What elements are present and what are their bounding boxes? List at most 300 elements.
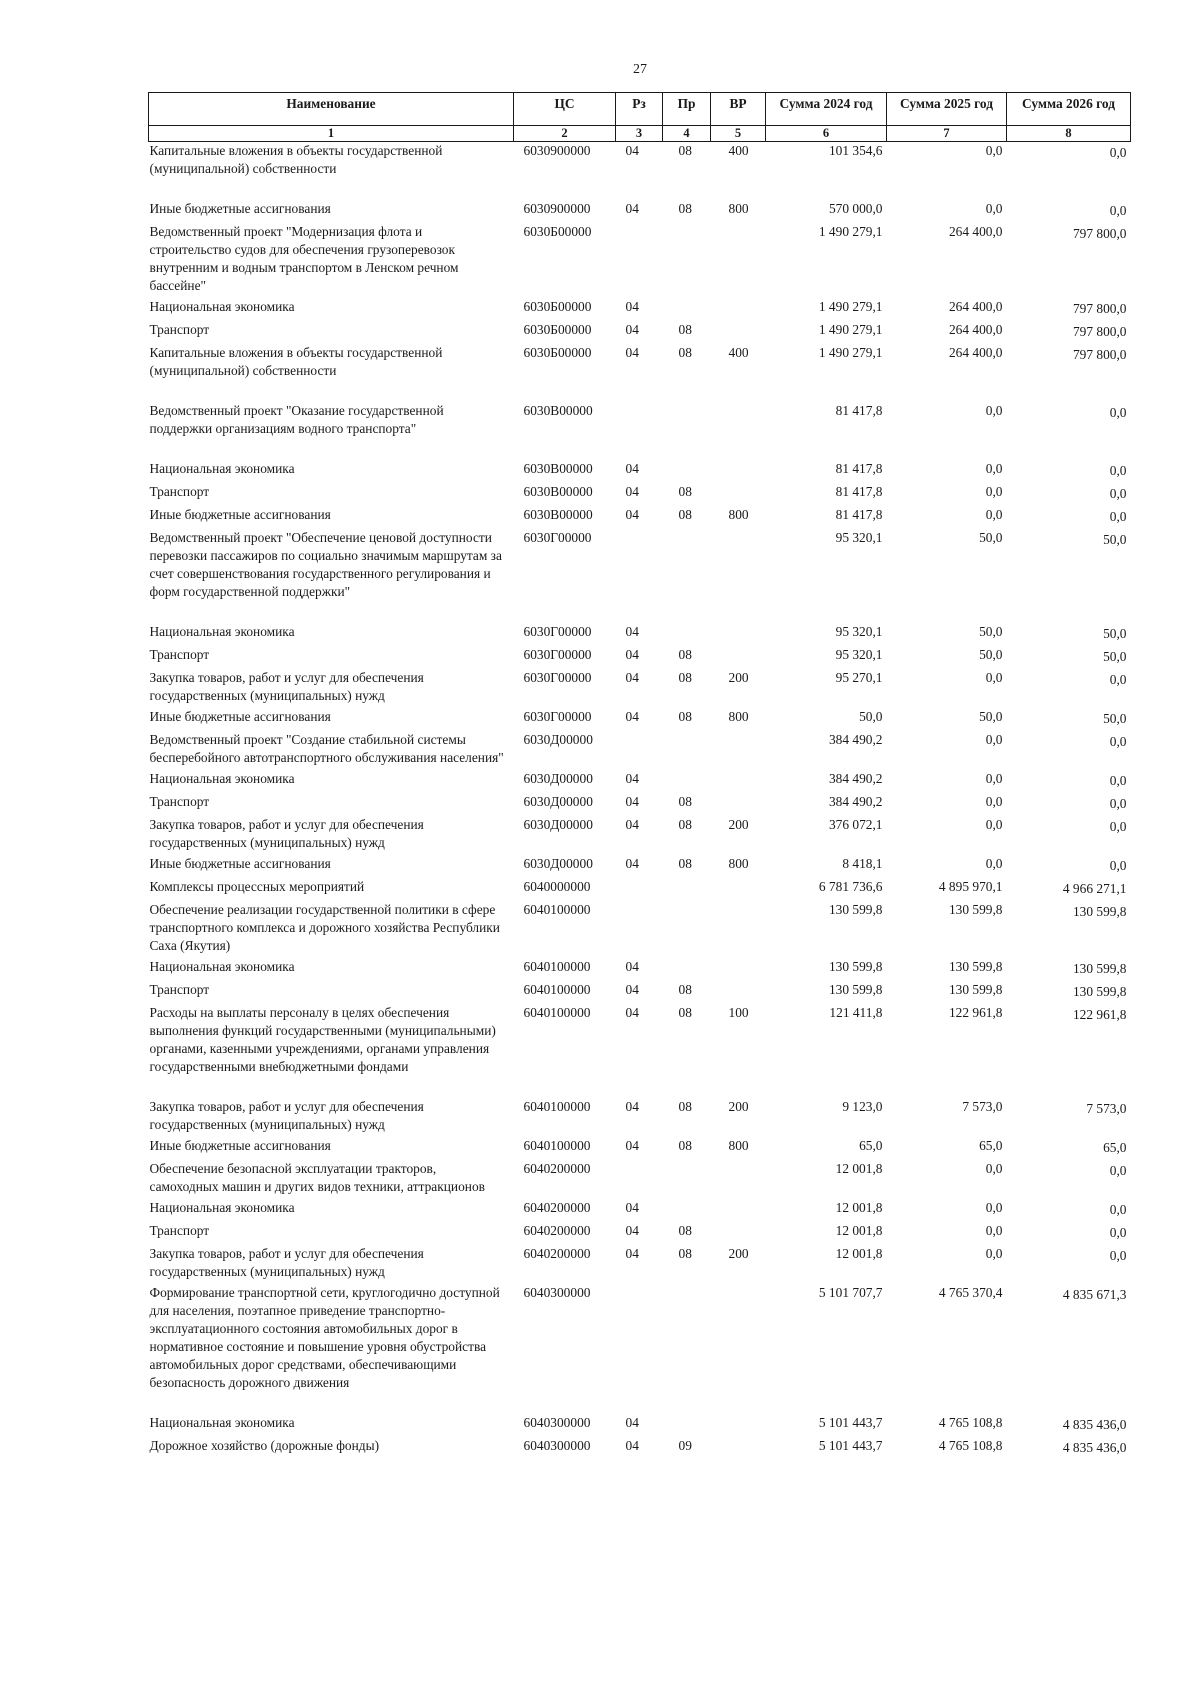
row-sum-2024: 101 354,6 (828, 143, 883, 158)
row-sum-2024: 5 101 443,7 (818, 1438, 883, 1453)
row-vr-code: 800 (728, 709, 749, 724)
row-cs-code: 6040100000 (523, 902, 591, 917)
table-body (149, 142, 1131, 1461)
row-rz-code: 04 (625, 1138, 639, 1153)
row-vr-code: 800 (728, 507, 749, 522)
row-rz-code: 04 (625, 322, 639, 337)
column-number: 6 (766, 126, 887, 142)
row-rz-code (616, 1160, 663, 1199)
row-vr-code: 800 (728, 1138, 749, 1153)
row-sum-2025: 50,0 (979, 530, 1003, 545)
row-name: Национальная экономика (149, 299, 295, 314)
row-cs-code: 6030В00000 (523, 461, 593, 476)
row-name: Ведомственный проект "Создание стабильной системы бесперебойного автотранспортного обслуживания населения" (149, 732, 504, 765)
table-row (149, 958, 1131, 981)
row-cs-code: 6030Б00000 (523, 322, 592, 337)
row-rz-code (616, 901, 663, 958)
row-pr-code (663, 402, 711, 460)
row-cs-code: 6040100000 (523, 1005, 591, 1020)
row-rz-code: 04 (625, 624, 639, 639)
row-pr-code (663, 223, 711, 298)
row-sum-2024: 12 001,8 (835, 1200, 883, 1215)
row-cs-code: 6030Б00000 (523, 224, 592, 239)
row-pr-code: 08 (678, 484, 692, 499)
table-row (149, 669, 1131, 708)
table-row (149, 506, 1131, 529)
column-number: 5 (711, 126, 766, 142)
header-sum-2024: Сумма 2024 год (766, 93, 887, 126)
row-name: Транспорт (149, 484, 210, 499)
table-row (149, 1160, 1131, 1199)
table-row (149, 770, 1131, 793)
row-rz-code: 04 (625, 345, 639, 360)
row-rz-code: 04 (625, 299, 639, 314)
row-name: Закупка товаров, работ и услуг для обеспечения государственных (муниципальных) нужд (149, 1246, 424, 1279)
row-rz-code: 04 (625, 670, 639, 685)
row-cs-code: 6030Г00000 (523, 530, 592, 545)
row-vr-code (711, 958, 766, 981)
row-sum-2024: 8 418,1 (842, 856, 883, 871)
row-sum-2026: 0,0 (1109, 1163, 1127, 1178)
row-pr-code (663, 298, 711, 321)
row-sum-2026: 0,0 (1109, 672, 1127, 687)
row-rz-code (616, 223, 663, 298)
table-row (149, 200, 1131, 223)
row-sum-2026: 4 835 436,0 (1062, 1440, 1127, 1455)
row-sum-2025: 0,0 (985, 670, 1003, 685)
row-vr-code (711, 901, 766, 958)
table-row (149, 793, 1131, 816)
row-sum-2024: 50,0 (859, 709, 883, 724)
table-row (149, 321, 1131, 344)
row-vr-code (711, 298, 766, 321)
row-sum-2024: 121 411,8 (829, 1005, 883, 1020)
row-pr-code: 08 (678, 322, 692, 337)
row-pr-code (663, 460, 711, 483)
row-sum-2026: 0,0 (1109, 1202, 1127, 1217)
row-sum-2024: 384 490,2 (828, 732, 883, 747)
table-header (149, 93, 1131, 142)
table-row (149, 1437, 1131, 1460)
table-row (149, 529, 1131, 623)
row-pr-code (663, 770, 711, 793)
row-rz-code (616, 731, 663, 770)
row-name: Иные бюджетные ассигнования (149, 1138, 331, 1153)
row-name: Капитальные вложения в объекты государственной (муниципальной) собственности (149, 143, 443, 176)
row-pr-code: 08 (678, 1138, 692, 1153)
row-sum-2024: 1 490 279,1 (818, 224, 883, 239)
row-pr-code (663, 958, 711, 981)
column-number: 2 (514, 126, 616, 142)
row-sum-2026: 0,0 (1109, 819, 1127, 834)
row-rz-code: 04 (625, 461, 639, 476)
row-cs-code: 6040100000 (523, 982, 591, 997)
header-name: Наименование (149, 93, 514, 126)
row-sum-2025: 65,0 (979, 1138, 1003, 1153)
header-pr: Пр (663, 93, 711, 126)
row-cs-code: 6040100000 (523, 959, 591, 974)
row-rz-code (616, 878, 663, 901)
table-row (149, 142, 1131, 201)
table-row (149, 901, 1131, 958)
row-pr-code: 08 (678, 670, 692, 685)
row-sum-2024: 5 101 707,7 (818, 1285, 883, 1300)
row-sum-2025: 264 400,0 (948, 299, 1003, 314)
row-sum-2026: 797 800,0 (1072, 324, 1127, 339)
row-pr-code (663, 529, 711, 623)
row-rz-code: 04 (625, 1223, 639, 1238)
row-rz-code (616, 402, 663, 460)
row-cs-code: 6040300000 (523, 1285, 591, 1300)
row-vr-code: 400 (728, 345, 749, 360)
row-sum-2025: 0,0 (985, 484, 1003, 499)
row-sum-2024: 95 270,1 (835, 670, 883, 685)
row-name: Иные бюджетные ассигнования (149, 201, 331, 216)
row-sum-2025: 130 599,8 (948, 959, 1003, 974)
row-cs-code: 6040100000 (523, 1099, 591, 1114)
row-rz-code: 04 (625, 1415, 639, 1430)
row-sum-2025: 264 400,0 (948, 322, 1003, 337)
row-rz-code: 04 (625, 856, 639, 871)
row-cs-code: 6030В00000 (523, 484, 593, 499)
row-sum-2025: 50,0 (979, 709, 1003, 724)
row-cs-code: 6030900000 (523, 143, 591, 158)
header-sum-2025: Сумма 2025 год (887, 93, 1007, 126)
table-row (149, 223, 1131, 298)
row-vr-code (711, 1284, 766, 1414)
row-cs-code: 6040100000 (523, 1138, 591, 1153)
row-sum-2026: 0,0 (1109, 796, 1127, 811)
row-sum-2026: 0,0 (1109, 203, 1127, 218)
row-sum-2024: 1 490 279,1 (818, 322, 883, 337)
row-sum-2025: 0,0 (985, 1200, 1003, 1215)
row-cs-code: 6030Б00000 (523, 345, 592, 360)
row-cs-code: 6040200000 (523, 1223, 591, 1238)
row-rz-code: 04 (625, 201, 639, 216)
row-sum-2026: 797 800,0 (1072, 226, 1127, 241)
row-pr-code: 08 (678, 709, 692, 724)
row-pr-code: 08 (678, 1005, 692, 1020)
table-row (149, 483, 1131, 506)
row-sum-2025: 130 599,8 (948, 982, 1003, 997)
row-name: Капитальные вложения в объекты государственной (муниципальной) собственности (149, 345, 443, 378)
row-sum-2025: 122 961,8 (948, 1005, 1003, 1020)
row-vr-code: 800 (728, 201, 749, 216)
row-sum-2026: 4 966 271,1 (1062, 881, 1127, 896)
row-sum-2026: 0,0 (1109, 463, 1127, 478)
row-sum-2026: 0,0 (1109, 1225, 1127, 1240)
table-row (149, 855, 1131, 878)
row-pr-code: 08 (678, 817, 692, 832)
row-pr-code (663, 731, 711, 770)
row-cs-code: 6030Г00000 (523, 670, 592, 685)
column-number: 7 (887, 126, 1007, 142)
row-sum-2026: 130 599,8 (1072, 904, 1127, 919)
row-cs-code: 6030В00000 (523, 403, 593, 418)
row-pr-code (663, 901, 711, 958)
header-sum-2026: Сумма 2026 год (1007, 93, 1131, 126)
row-vr-code (711, 223, 766, 298)
row-sum-2025: 4 765 108,8 (938, 1415, 1003, 1430)
row-pr-code: 09 (678, 1438, 692, 1453)
row-pr-code (663, 623, 711, 646)
row-sum-2026: 50,0 (1103, 649, 1127, 664)
row-sum-2024: 6 781 736,6 (818, 879, 883, 894)
row-sum-2026: 797 800,0 (1072, 347, 1127, 362)
table-row (149, 623, 1131, 646)
row-sum-2026: 0,0 (1109, 858, 1127, 873)
table-row (149, 1137, 1131, 1160)
row-sum-2026: 50,0 (1103, 711, 1127, 726)
row-sum-2026: 4 835 671,3 (1062, 1287, 1127, 1302)
row-sum-2025: 0,0 (985, 403, 1003, 418)
row-pr-code (663, 1414, 711, 1437)
row-sum-2025: 0,0 (985, 201, 1003, 216)
header-vr: ВР (711, 93, 766, 126)
row-sum-2024: 95 320,1 (835, 624, 883, 639)
row-rz-code: 04 (625, 771, 639, 786)
row-vr-code (711, 770, 766, 793)
row-name: Транспорт (149, 322, 210, 337)
row-sum-2026: 0,0 (1109, 145, 1127, 160)
row-vr-code (711, 731, 766, 770)
budget-table (148, 92, 1131, 1460)
row-rz-code: 04 (625, 1099, 639, 1114)
row-cs-code: 6030Г00000 (523, 709, 592, 724)
row-rz-code: 04 (625, 794, 639, 809)
row-vr-code (711, 460, 766, 483)
row-sum-2025: 0,0 (985, 143, 1003, 158)
row-rz-code: 04 (625, 647, 639, 662)
row-vr-code (711, 529, 766, 623)
row-sum-2025: 0,0 (985, 771, 1003, 786)
row-sum-2024: 81 417,8 (835, 484, 883, 499)
row-vr-code (711, 646, 766, 669)
row-name: Закупка товаров, работ и услуг для обеспечения государственных (муниципальных) нужд (149, 670, 424, 703)
row-name: Национальная экономика (149, 1200, 295, 1215)
row-cs-code: 6030Г00000 (523, 647, 592, 662)
row-sum-2024: 384 490,2 (828, 771, 883, 786)
row-vr-code: 400 (728, 143, 749, 158)
row-cs-code: 6030Г00000 (523, 624, 592, 639)
row-sum-2024: 130 599,8 (828, 902, 883, 917)
row-cs-code: 6030Д00000 (523, 817, 593, 832)
row-name: Иные бюджетные ассигнования (149, 856, 331, 871)
row-name: Национальная экономика (149, 771, 295, 786)
row-cs-code: 6030Д00000 (523, 794, 593, 809)
row-vr-code: 200 (728, 670, 749, 685)
row-pr-code: 08 (678, 1246, 692, 1261)
row-sum-2024: 1 490 279,1 (818, 299, 883, 314)
table-row (149, 816, 1131, 855)
row-sum-2025: 0,0 (985, 1246, 1003, 1261)
row-cs-code: 6030Д00000 (523, 771, 593, 786)
page-number: 27 (633, 62, 647, 77)
row-name: Комплексы процессных мероприятий (149, 879, 365, 894)
row-sum-2025: 7 573,0 (962, 1099, 1003, 1114)
row-pr-code (663, 1284, 711, 1414)
row-sum-2024: 9 123,0 (842, 1099, 883, 1114)
row-rz-code (616, 529, 663, 623)
row-sum-2024: 376 072,1 (828, 817, 883, 832)
column-number: 8 (1007, 126, 1131, 142)
row-name: Иные бюджетные ассигнования (149, 507, 331, 522)
table-row (149, 731, 1131, 770)
row-cs-code: 6040200000 (523, 1246, 591, 1261)
row-rz-code: 04 (625, 143, 639, 158)
row-vr-code: 200 (728, 817, 749, 832)
row-pr-code: 08 (678, 345, 692, 360)
row-name: Ведомственный проект "Обеспечение ценовой доступности перевозки пассажиров по социально значимым маршрутам за счет совершенствования государственного регулирования и форм государственной поддержки" (149, 530, 502, 599)
row-sum-2026: 7 573,0 (1086, 1101, 1127, 1116)
row-name: Национальная экономика (149, 959, 295, 974)
row-sum-2024: 81 417,8 (835, 507, 883, 522)
row-sum-2025: 130 599,8 (948, 902, 1003, 917)
row-sum-2026: 0,0 (1109, 486, 1127, 501)
row-sum-2026: 0,0 (1109, 773, 1127, 788)
row-vr-code (711, 878, 766, 901)
table-row (149, 402, 1131, 460)
row-pr-code: 08 (678, 1099, 692, 1114)
row-vr-code (711, 1414, 766, 1437)
table-row (149, 878, 1131, 901)
row-sum-2026: 65,0 (1103, 1140, 1127, 1155)
row-vr-code (711, 483, 766, 506)
row-sum-2025: 0,0 (985, 817, 1003, 832)
row-sum-2026: 130 599,8 (1072, 984, 1127, 999)
row-sum-2026: 50,0 (1103, 532, 1127, 547)
row-pr-code: 08 (678, 1223, 692, 1238)
row-name: Транспорт (149, 982, 210, 997)
column-number: 4 (663, 126, 711, 142)
row-sum-2026: 122 961,8 (1072, 1007, 1127, 1022)
row-pr-code: 08 (678, 507, 692, 522)
row-sum-2025: 0,0 (985, 1161, 1003, 1176)
row-sum-2026: 4 835 436,0 (1062, 1417, 1127, 1432)
row-name: Национальная экономика (149, 624, 295, 639)
row-sum-2024: 130 599,8 (828, 959, 883, 974)
table-row (149, 1222, 1131, 1245)
row-cs-code: 6030Д00000 (523, 732, 593, 747)
table-row (149, 1004, 1131, 1098)
row-sum-2024: 95 320,1 (835, 647, 883, 662)
row-sum-2024: 570 000,0 (828, 201, 883, 216)
row-sum-2026: 0,0 (1109, 734, 1127, 749)
row-name: Обеспечение реализации государственной политики в сфере транспортного комплекса и дорожного хозяйства Республики Саха (Якутия) (149, 902, 500, 953)
row-sum-2025: 4 765 370,4 (938, 1285, 1003, 1300)
row-sum-2026: 130 599,8 (1072, 961, 1127, 976)
row-sum-2026: 0,0 (1109, 509, 1127, 524)
row-sum-2024: 5 101 443,7 (818, 1415, 883, 1430)
row-sum-2026: 0,0 (1109, 405, 1127, 420)
row-vr-code (711, 623, 766, 646)
row-rz-code: 04 (625, 709, 639, 724)
row-name: Дорожное хозяйство (дорожные фонды) (149, 1438, 380, 1453)
table-row (149, 1414, 1131, 1437)
row-pr-code: 08 (678, 856, 692, 871)
row-name: Транспорт (149, 794, 210, 809)
table-row (149, 646, 1131, 669)
row-sum-2024: 81 417,8 (835, 403, 883, 418)
row-sum-2024: 12 001,8 (835, 1246, 883, 1261)
row-rz-code: 04 (625, 484, 639, 499)
row-cs-code: 6040200000 (523, 1200, 591, 1215)
row-vr-code (711, 321, 766, 344)
row-pr-code (663, 878, 711, 901)
row-name: Национальная экономика (149, 1415, 295, 1430)
row-vr-code (711, 793, 766, 816)
row-rz-code: 04 (625, 1246, 639, 1261)
table-row (149, 1098, 1131, 1137)
row-pr-code: 08 (678, 201, 692, 216)
row-pr-code (663, 1199, 711, 1222)
row-sum-2024: 130 599,8 (828, 982, 883, 997)
table-row (149, 344, 1131, 402)
row-name: Формирование транспортной сети, круглогодично доступной для населения, поэтапное приведение транспортно-эксплуатационного состояния автомобильных дорог в нормативное состояние и повышение уровня обустройства автомобильных дорог средствами, обеспечивающими безопасность дорожного движения (149, 1285, 500, 1390)
row-vr-code: 100 (728, 1005, 749, 1020)
row-name: Расходы на выплаты персоналу в целях обеспечения выполнения функций государственными (муниципальными) органами, казенными учреждениями, органами управления государственными внебюджетными фондами (149, 1005, 496, 1074)
row-cs-code: 6030Б00000 (523, 299, 592, 314)
row-pr-code: 08 (678, 143, 692, 158)
row-vr-code (711, 1222, 766, 1245)
row-vr-code (711, 1437, 766, 1460)
row-pr-code: 08 (678, 982, 692, 997)
row-vr-code: 200 (728, 1246, 749, 1261)
row-sum-2025: 4 895 970,1 (938, 879, 1003, 894)
row-rz-code: 04 (625, 817, 639, 832)
row-vr-code (711, 1199, 766, 1222)
row-sum-2024: 12 001,8 (835, 1161, 883, 1176)
row-name: Ведомственный проект "Модернизация флота и строительство судов для обеспечения грузоперевозок внутренним и водным транспортом в Ленском речном бассейне" (149, 224, 459, 293)
row-sum-2025: 50,0 (979, 624, 1003, 639)
table-row (149, 981, 1131, 1004)
row-sum-2026: 50,0 (1103, 626, 1127, 641)
row-sum-2025: 4 765 108,8 (938, 1438, 1003, 1453)
table-row (149, 298, 1131, 321)
row-pr-code (663, 1160, 711, 1199)
row-rz-code: 04 (625, 1005, 639, 1020)
row-sum-2025: 264 400,0 (948, 224, 1003, 239)
row-cs-code: 6040300000 (523, 1415, 591, 1430)
row-sum-2024: 95 320,1 (835, 530, 883, 545)
row-pr-code: 08 (678, 794, 692, 809)
row-vr-code: 800 (728, 856, 749, 871)
row-name: Транспорт (149, 1223, 210, 1238)
row-sum-2025: 50,0 (979, 647, 1003, 662)
row-cs-code: 6030900000 (523, 201, 591, 216)
row-cs-code: 6040300000 (523, 1438, 591, 1453)
row-sum-2024: 81 417,8 (835, 461, 883, 476)
row-rz-code: 04 (625, 507, 639, 522)
row-sum-2024: 12 001,8 (835, 1223, 883, 1238)
row-sum-2024: 65,0 (859, 1138, 883, 1153)
row-cs-code: 6030В00000 (523, 507, 593, 522)
row-vr-code (711, 981, 766, 1004)
row-name: Закупка товаров, работ и услуг для обеспечения государственных (муниципальных) нужд (149, 1099, 424, 1132)
row-name: Закупка товаров, работ и услуг для обеспечения государственных (муниципальных) нужд (149, 817, 424, 850)
row-rz-code: 04 (625, 982, 639, 997)
row-sum-2025: 0,0 (985, 794, 1003, 809)
row-sum-2025: 0,0 (985, 732, 1003, 747)
column-number: 1 (149, 126, 514, 142)
table-row (149, 460, 1131, 483)
row-sum-2024: 1 490 279,1 (818, 345, 883, 360)
row-sum-2025: 264 400,0 (948, 345, 1003, 360)
row-vr-code (711, 1160, 766, 1199)
header-cs: ЦС (514, 93, 616, 126)
row-name: Ведомственный проект "Оказание государственной поддержки организациям водного транспорта" (149, 403, 444, 436)
table-row (149, 1245, 1131, 1284)
